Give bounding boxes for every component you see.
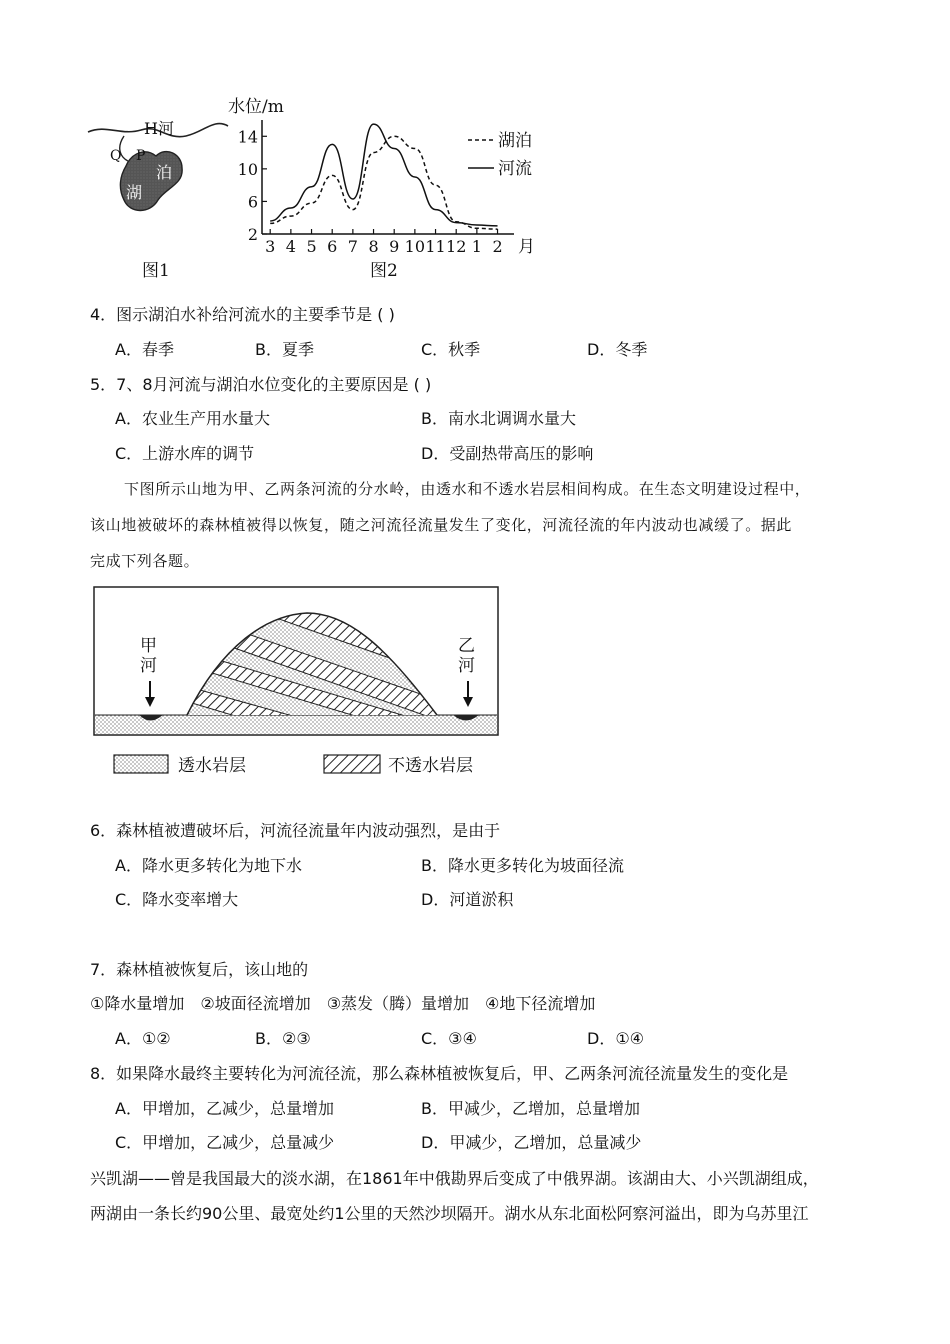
river-jia-char-1: 甲: [140, 636, 157, 656]
river-h-label: H河: [144, 119, 174, 138]
point-q-label: Q: [110, 148, 122, 164]
q8-option-b[interactable]: B．甲减少，乙增加，总量增加: [421, 1099, 640, 1118]
q5-option-d[interactable]: D．受副热带高压的影响: [421, 444, 594, 463]
y-tick-label: 14: [237, 127, 258, 147]
x-tick-label: 1: [471, 237, 482, 256]
q6-option-d[interactable]: D．河道淤积: [421, 890, 514, 909]
x-tick-label: 8: [368, 237, 379, 256]
y-tick-label: 6: [247, 192, 258, 212]
legend-lake-label: 湖泊: [498, 131, 532, 151]
x-axis-unit: 月: [518, 237, 535, 257]
y-tick-label: 2: [247, 225, 258, 244]
question-7-stem: 7．森林植被恢复后，该山地的: [90, 960, 309, 979]
series-line-lake: [270, 136, 497, 229]
q6-option-b[interactable]: B．降水更多转化为坡面径流: [421, 856, 624, 875]
legend-river-label: 河流: [498, 159, 532, 179]
x-tick-label: 5: [306, 237, 317, 256]
question-5-stem: 5．7、8月河流与湖泊水位变化的主要原因是 ( ): [90, 375, 432, 394]
q8-option-c[interactable]: C．甲增加，乙减少，总量减少: [115, 1133, 335, 1152]
point-p-label: P: [136, 148, 146, 164]
passage-2-line-2: 两湖由一条长约90公里、最宽处约1公里的天然沙坝隔开。湖水从东北面松阿察河溢出，即为乌苏里江: [90, 1204, 809, 1223]
q7-option-b[interactable]: B．②③: [255, 1029, 311, 1048]
q4-option-c[interactable]: C．秋季: [421, 340, 481, 359]
q6-option-a[interactable]: A．降水更多转化为地下水: [115, 856, 302, 875]
river-jia-char-2: 河: [140, 656, 157, 676]
legend-impermeable-swatch: [324, 755, 380, 773]
river-yi-char-2: 河: [458, 656, 475, 676]
x-tick-label: 11: [425, 237, 446, 256]
lake-label-bottom: 湖: [126, 183, 143, 202]
y-tick-label: 10: [237, 159, 258, 179]
q4-option-d[interactable]: D．冬季: [587, 340, 648, 359]
x-tick-label: 2: [492, 237, 503, 256]
q7-option-d[interactable]: D．①④: [587, 1029, 645, 1048]
x-tick-label: 9: [389, 237, 400, 256]
figure-2-water-level-chart: [222, 86, 552, 286]
figure-2-caption: 图2: [370, 261, 398, 281]
x-tick-label: 4: [285, 237, 296, 256]
q5-option-c[interactable]: C．上游水库的调节: [115, 444, 255, 463]
figure-1-caption: 图1: [142, 261, 170, 281]
q4-option-a[interactable]: A．春季: [115, 340, 174, 359]
q8-option-a[interactable]: A．甲增加，乙减少，总量增加: [115, 1099, 334, 1118]
question-6-stem: 6．森林植被遭破坏后，河流径流量年内波动强烈，是由于: [90, 821, 501, 840]
x-tick-label: 6: [327, 237, 338, 256]
figure-1-lake-map: [86, 96, 236, 286]
question-7-items: ①降水量增加 ②坡面径流增加 ③蒸发（腾）量增加 ④地下径流增加: [90, 994, 596, 1013]
lake-label-top: 泊: [156, 163, 173, 182]
x-tick-label: 3: [265, 237, 276, 256]
legend-permeable-label: 透水岩层: [178, 756, 246, 776]
passage-1-line-3: 完成下列各题。: [90, 552, 200, 570]
q5-option-a[interactable]: A．农业生产用水量大: [115, 409, 270, 428]
x-tick-label: 10: [404, 237, 426, 256]
q4-option-b[interactable]: B．夏季: [255, 340, 314, 359]
q7-option-a[interactable]: A．①②: [115, 1029, 171, 1048]
question-4-stem: 4．图示湖泊水补给河流水的主要季节是 ( ): [90, 305, 395, 324]
question-8-stem: 8．如果降水最终主要转化为河流径流，那么森林植被恢复后，甲、乙两条河流径流量发生的变化是: [90, 1064, 789, 1083]
q6-option-c[interactable]: C．降水变率增大: [115, 890, 239, 909]
x-tick-label: 12: [446, 237, 467, 256]
legend-permeable-swatch: [114, 755, 168, 773]
q7-option-c[interactable]: C．③④: [421, 1029, 477, 1048]
q5-option-b[interactable]: B．南水北调调水量大: [421, 409, 576, 428]
legend-impermeable-label: 不透水岩层: [388, 756, 473, 776]
passage-2-line-1: 兴凯湖——曾是我国最大的淡水湖，在1861年中俄勘界后变成了中俄界湖。该湖由大、小兴凯湖组成，: [90, 1169, 819, 1188]
river-yi-char-1: 乙: [458, 636, 475, 656]
x-tick-label: 7: [347, 237, 358, 256]
q8-option-d[interactable]: D．甲减少，乙增加，总量减少: [421, 1133, 642, 1152]
y-axis-title: 水位/m: [228, 97, 284, 117]
passage-1-line-1: 下图所示山地为甲、乙两条河流的分水岭，由透水和不透水岩层相间构成。在生态文明建设过程中，: [124, 480, 811, 498]
figure-3-mountain-cross-section: [92, 585, 502, 785]
passage-1-line-2: 该山地被破坏的森林植被得以恢复，随之河流径流量发生了变化，河流径流的年内波动也减缓了。据此: [90, 516, 793, 534]
series-line-river: [270, 124, 497, 226]
